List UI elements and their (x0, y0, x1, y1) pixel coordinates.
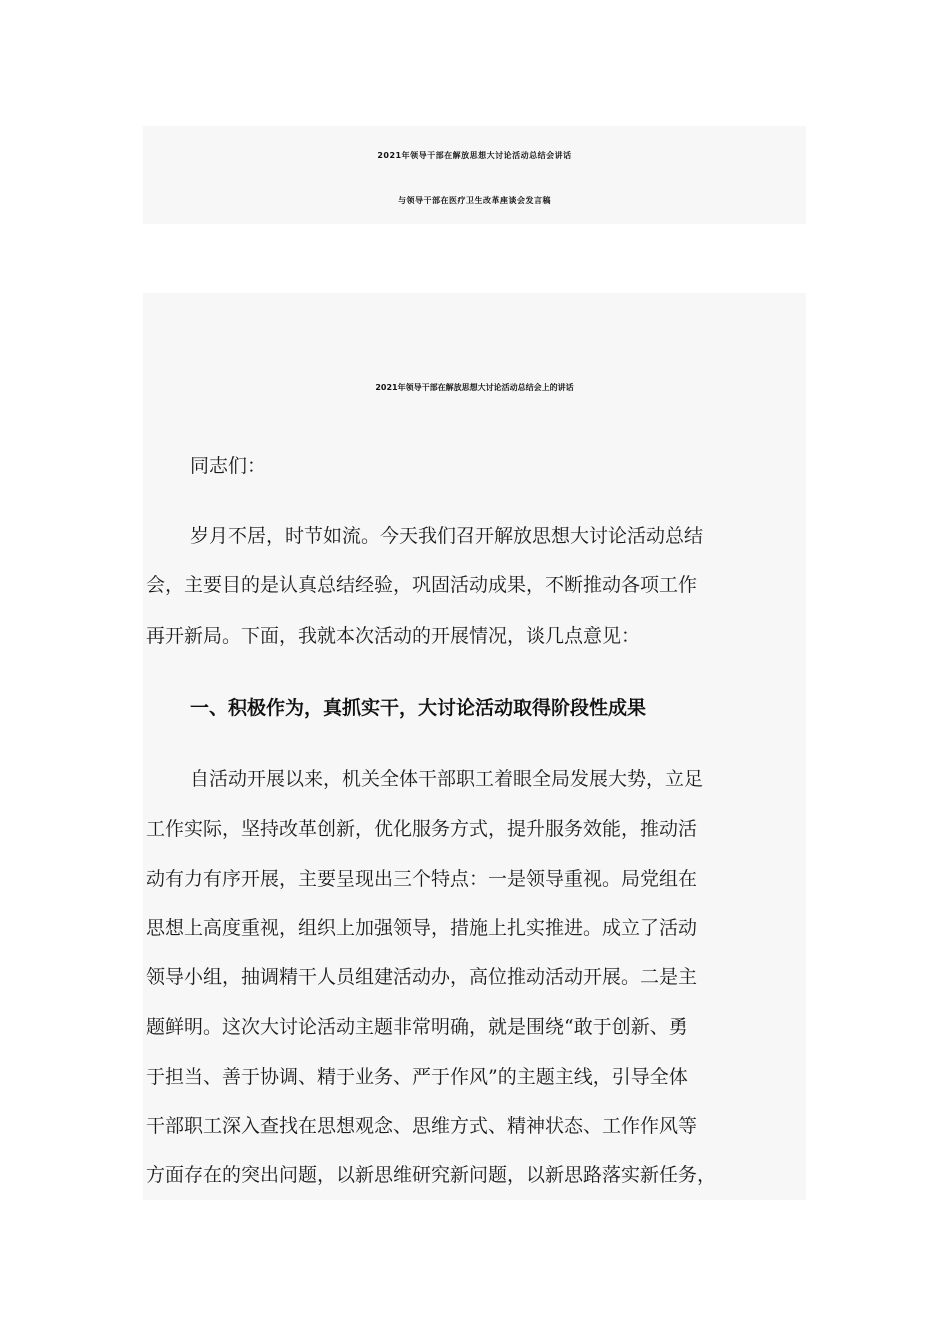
document-title-line-1: 2021年领导干部在解放思想大讨论活动总结会讲话 (377, 151, 572, 160)
section-1-heading: 一、积极作为，真抓实干，大讨论活动取得阶段性成果 (190, 697, 647, 719)
speech-title: 2021年领导干部在解放思想大讨论活动总结会上的讲话 (375, 383, 574, 392)
paragraph-2-line-8: 干部职工深入查找在思想观念、思维方式、精神状态、工作作风等 (146, 1115, 698, 1137)
paragraph-2-line-4: 思想上高度重视，组织上加强领导，措施上扎实推进。成立了活动 (146, 917, 698, 939)
paragraph-2-line-1: 自活动开展以来，机关全体干部职工着眼全局发展大势，立足 (190, 768, 704, 790)
paragraph-1-line-1: 岁月不居，时节如流。今天我们召开解放思想大讨论活动总结 (190, 525, 704, 547)
greeting: 同志们： (190, 455, 267, 477)
paragraph-2-line-5: 领导小组，抽调精干人员组建活动办，高位推动活动开展。二是主 (146, 966, 698, 988)
paragraph-2-line-9: 方面存在的突出问题，以新思维研究新问题，以新思路落实新任务， (146, 1164, 717, 1186)
paragraph-2-line-3: 动有力有序开展，主要呈现出三个特点：一是领导重视。局党组在 (146, 868, 698, 890)
paragraph-1-line-2: 会，主要目的是认真总结经验，巩固活动成果，不断推动各项工作 (146, 574, 698, 596)
paragraph-2-line-2: 工作实际，坚持改革创新，优化服务方式，提升服务效能，推动活 (146, 818, 698, 840)
paragraph-2-line-7: 于担当、善于协调、精于业务、严于作风”的主题主线，引导全体 (146, 1066, 688, 1088)
document-title-line-2: 与领导干部在医疗卫生改革座谈会发言稿 (398, 196, 551, 205)
document-title-block (143, 126, 806, 224)
paragraph-1-line-3: 再开新局。下面，我就本次活动的开展情况，谈几点意见： (146, 625, 641, 647)
paragraph-2-line-6: 题鲜明。这次大讨论活动主题非常明确，就是围绕“敢于创新、勇 (146, 1016, 688, 1038)
document-body (143, 293, 806, 1200)
